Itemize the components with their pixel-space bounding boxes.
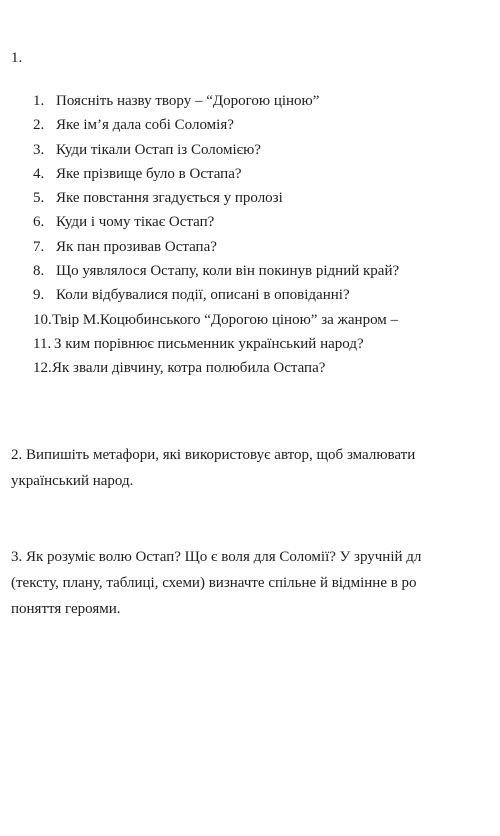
section-number: 1. (11, 50, 23, 66)
task-2-line: український народ. (11, 473, 134, 489)
question-text: Яке повстання згадується у пролозі (56, 190, 283, 207)
question-number: 8. (33, 263, 45, 280)
question-text: Як звали дівчину, котра полюбила Остапа? (52, 360, 326, 377)
task-3-line: (тексту, плану, таблиці, схеми) визначте спільне й відмінне в ро (11, 575, 417, 591)
question-number: 9. (33, 287, 45, 304)
question-text: Коли відбувалися події, описані в оповіданні? (56, 287, 350, 304)
question-number: 4. (33, 165, 45, 182)
question-text: Куди і чому тікає Остап? (56, 214, 215, 231)
question-number: 6. (33, 214, 45, 231)
task-3-line: поняття героями. (11, 601, 121, 617)
question-number: 1. (33, 93, 45, 109)
question-number: 7. (33, 238, 45, 255)
question-number: 12. (33, 360, 52, 377)
question-text: Яке прізвище було в Остапа? (56, 165, 242, 182)
task-3-line: 3. Як розуміє волю Остап? Що є воля для Соломії? У зручній дл (11, 549, 422, 565)
question-text: Що уявлялося Остапу, коли він покинув рідний край? (56, 263, 400, 280)
question-text: Куди тікали Остап із Соломією? (56, 141, 261, 158)
question-number: 3. (33, 141, 45, 158)
task-3 (11, 544, 500, 622)
question-number: 5. (33, 190, 45, 207)
question-text: Як пан прозивав Остапа? (56, 238, 217, 255)
task-2-line: 2. Випишіть метафори, які використовує автор, щоб змалювати (11, 447, 416, 463)
question-text: Твір М.Коцюбинського “Дорогою ціною” за жанром – (52, 311, 399, 328)
question-number: 10. (33, 311, 52, 328)
question-text: З ким порівнює письменник український народ? (54, 335, 364, 352)
question-text: Поясніть назву твору – “Дорогою ціною” (56, 93, 320, 109)
question-text: Яке ім’я дала собі Соломія? (56, 117, 234, 134)
question-number: 2. (33, 117, 45, 134)
task-2 (11, 442, 500, 494)
question-number: 11. (33, 335, 52, 352)
